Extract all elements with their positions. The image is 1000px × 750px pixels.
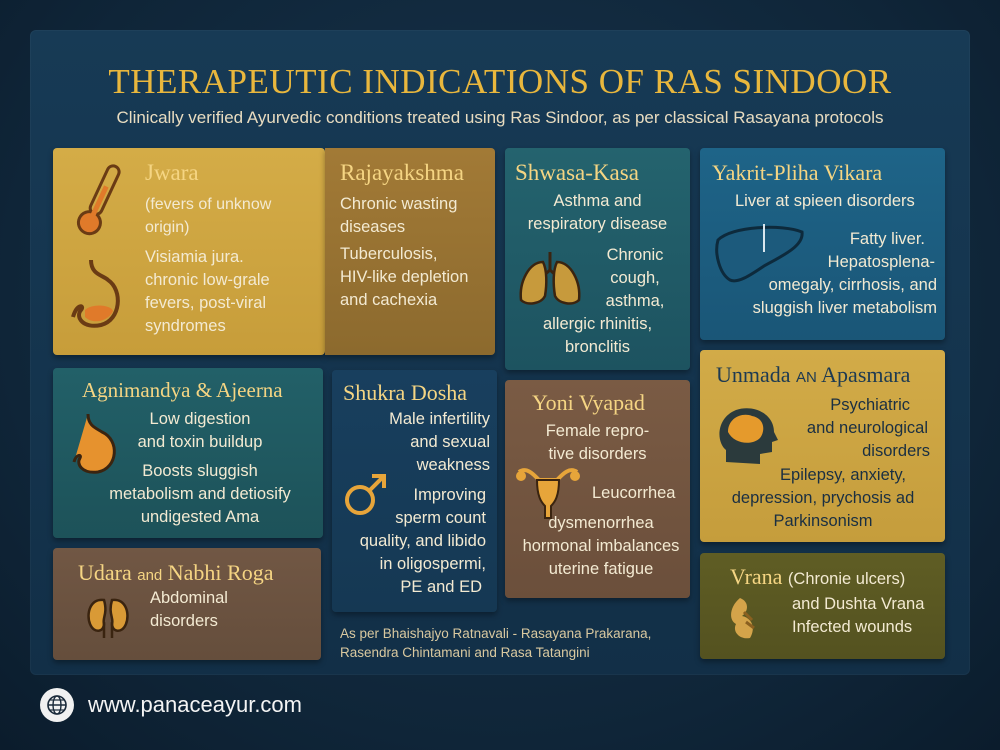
- udara-mid: and: [137, 567, 163, 584]
- shwasa-detail-3: asthma,: [605, 292, 665, 310]
- unmada-title-a: Unmada: [716, 362, 791, 387]
- shwasa-detail-2: cough,: [610, 269, 660, 287]
- globe-icon: [40, 688, 74, 722]
- rajayakshma-detail-2: HIV-like depletion: [340, 268, 469, 286]
- shukra-detail-1: Improving: [413, 486, 486, 504]
- unmada-title: [716, 362, 910, 388]
- shwasa-detail-4: allergic rhinitis,: [542, 315, 653, 333]
- jwara-title: Jwara: [145, 160, 199, 185]
- shukra-desc-1: Male infertility: [389, 410, 490, 428]
- shukra-title: Shukra Dosha: [343, 380, 468, 405]
- shukra-desc-3: weakness: [416, 456, 490, 474]
- jwara-detail-3: fevers, post-viral: [145, 294, 267, 312]
- shukra-desc-2: and sexual: [410, 433, 490, 451]
- yoni-detail-1: Leucorrhea: [592, 484, 676, 502]
- udara-desc-1: Abdominal: [150, 589, 228, 607]
- unmada-desc-2: and neurological: [806, 419, 928, 437]
- shukra-detail-4: in oligospermi,: [379, 555, 486, 573]
- agnimandya-detail-3: undigested Ama: [140, 508, 260, 526]
- agnimandya-title: [82, 378, 283, 403]
- page-subtitle: Clinically verified Ayurvedic conditions treated using Ras Sindoor, as per classical Rasayana protocols: [116, 108, 884, 127]
- vrana-title-text: Vrana: [730, 564, 783, 589]
- page-title: THERAPEUTIC INDICATIONS OF RAS SINDOOR: [108, 62, 892, 101]
- thermometer-icon: [70, 155, 130, 245]
- vrana-desc-2: Infected wounds: [792, 618, 913, 636]
- unmada-desc-1: Psychiatric: [830, 396, 910, 414]
- vrana-paren: (Chronie ulcers): [787, 570, 906, 588]
- shwasa-desc-2: respiratory disease: [527, 215, 668, 233]
- agnimandya-detail-2: metabolism and detiosify: [109, 485, 291, 503]
- shukra-detail-3: quality, and libido: [359, 532, 486, 550]
- agnimandya-desc-1: Low digestion: [149, 410, 251, 428]
- agnimandya-amp: &: [195, 378, 213, 402]
- wound-icon: [722, 594, 774, 644]
- unmada-desc-3: disorders: [862, 442, 930, 460]
- shwasa-detail-1: Chronic: [606, 246, 664, 264]
- yoni-title: Yoni Vyapad: [532, 390, 645, 415]
- unmada-detail-2: depression, prychosis ad: [731, 489, 915, 507]
- source-line-2: Rasendra Chintamani and Rasa Tatangini: [340, 645, 590, 660]
- yoni-desc-1: Female repro-: [545, 422, 650, 440]
- jwara-desc-2: origin): [145, 219, 190, 236]
- agnimandya-desc-2: and toxin buildup: [137, 433, 263, 451]
- shukra-detail-2: sperm count: [395, 509, 486, 527]
- lungs-icon: [515, 248, 585, 308]
- udara-title: [78, 560, 273, 586]
- agnimandya-title-a: Agnimandya: [82, 378, 191, 402]
- jwara-desc-1: (fevers of unknow: [145, 196, 272, 213]
- shukra-detail-5: PE and ED: [400, 578, 482, 596]
- stomach-icon: [63, 255, 133, 335]
- yakrit-detail-3: omegaly, cirrhosis, and: [768, 276, 937, 294]
- jwara-detail-1: Visiamia jura.: [145, 248, 244, 266]
- kidneys-icon: [82, 594, 134, 640]
- source-line-1: As per Bhaishajyo Ratnavali - Rasayana Prakarana,: [340, 626, 652, 641]
- vrana-desc-1: and Dushta Vrana: [792, 595, 925, 613]
- agnimandya-detail-1: Boosts sluggish: [142, 462, 258, 480]
- rajayakshma-title: Rajayakshma: [340, 160, 464, 185]
- yoni-detail-4: uterine fatigue: [548, 560, 654, 578]
- udara-desc-2: disorders: [150, 612, 218, 630]
- rajayakshma-detail-3: and cachexia: [340, 291, 438, 309]
- jwara-detail-4: syndromes: [145, 317, 226, 335]
- udara-title-a: Udara: [78, 560, 132, 585]
- unmada-detail-3: Parkinsonism: [773, 512, 873, 530]
- udara-title-b: Nabhi Roga: [167, 560, 274, 585]
- rajayakshma-desc-2: diseases: [340, 218, 406, 236]
- shwasa-desc-1: Asthma and: [553, 192, 642, 210]
- yoni-desc-2: tive disorders: [548, 445, 647, 463]
- yakrit-title: Yakrit-Pliha Vikara: [712, 160, 883, 185]
- website-link[interactable]: www.panaceayur.com: [88, 692, 302, 717]
- unmada-detail-1: Epilepsy, anxiety,: [780, 466, 906, 484]
- shwasa-title: Shwasa-Kasa: [515, 160, 639, 185]
- agnimandya-title-b: Ajeerna: [216, 378, 283, 402]
- yoni-detail-2: dysmenorrhea: [548, 514, 654, 532]
- unmada-mid: AN: [796, 369, 817, 386]
- vrana-title: [730, 564, 905, 590]
- rajayakshma-detail-1: Tuberculosis,: [340, 245, 438, 263]
- jwara-detail-2: chronic low-grale: [145, 271, 270, 289]
- rajayakshma-desc-1: Chronic wasting: [340, 195, 458, 213]
- yakrit-detail-4: sluggish liver metabolism: [752, 299, 937, 317]
- shwasa-detail-5: bronclitis: [564, 338, 631, 356]
- yakrit-detail-1: Fatty liver.: [849, 230, 925, 248]
- unmada-title-b: Apasmara: [821, 362, 911, 387]
- yakrit-detail-2: Hepatosplena-: [827, 253, 935, 271]
- yakrit-desc: Liver at spieen disorders: [735, 192, 915, 210]
- yoni-detail-3: hormonal imbalances: [522, 537, 680, 555]
